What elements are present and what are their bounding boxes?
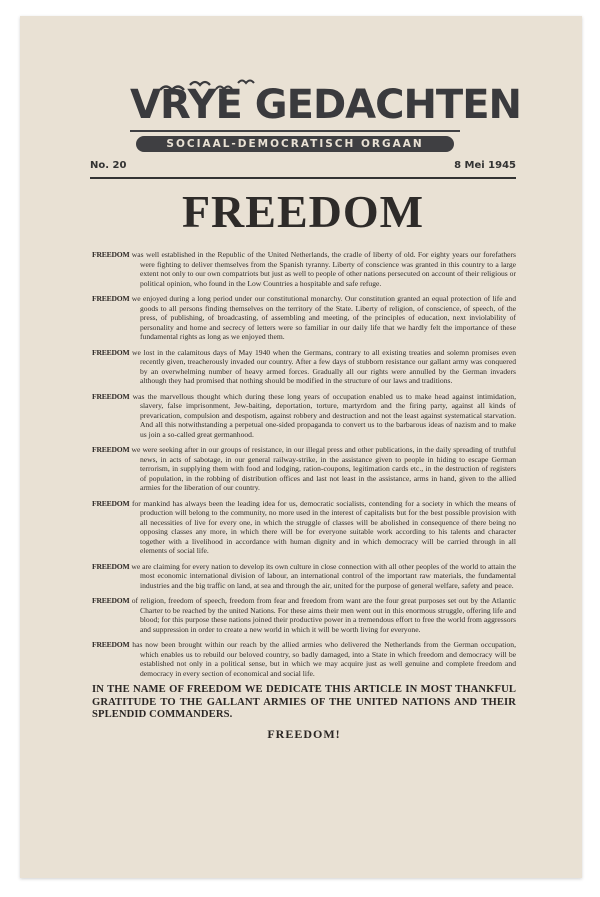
issue-row [90,160,516,176]
paragraph-lead: FREEDOM [92,640,130,649]
paragraph-lead: FREEDOM [92,347,130,357]
paragraph-text: was the marvellous thought which during these long years of occupation enabled us to make head against intimidation, slavery, false imprisonment, Jew-baiting, deportation, torture, martyrdom and the firing party, against all kinds of prevarication, compulsion and despotism, against robbery and destruction and not the least against systematical starvation. And all this notwithstanding a perpetual one-sided propaganda to convert us to the barbarous ideas of nazism and to make us join a so-called great germanhood. [129,391,516,439]
paragraph-lead: FREEDOM [92,498,130,508]
paragraph [92,640,516,678]
paragraph [92,562,516,591]
masthead-underline [130,130,460,132]
closing-line: FREEDOM! [267,726,341,741]
paragraph [92,250,516,288]
paragraph-text: was well established in the Republic of the United Netherlands, the cradle of liberty of old. For eighty years our forefathers were fighting to deliver themselves from the Spanish tyranny. Liberty of conscience was granted in this country to a large extent not only to our own compatriots but just as well to people of other nations persecuted on account of their religious or political opinion, who found in the Low Countries a hospitable and safe refuge. [129,250,516,288]
paragraph-text: for mankind has always been the leading idea for us, democratic socialists, contending for a society in which the means of production will belong to the community, no more used in the interest of capitalists but for the best possible provision with all necessities of live for every one, in which the struggle of classes will be abolished in consequence of there being no opposing classes any more, in which there will be for everyone suitable work according to his talents and character together with a livelihood in accordance with human dignity and in which democracy will be carried through in all elements of social life. [129,498,516,555]
paragraph-text: of religion, freedom of speech, freedom from fear and freedom from want are the four great purposes set out by the Atlantic Charter to be reached by the united Nations. For these aims their men went out in this enormous struggle, offering life and blood; for this purpose these nations joined their productive power in a tremendous effort to free the world from aggressors and suppression in order to create a new world in which it will be worth living for everyone. [129,596,516,634]
newspaper-sheet [20,16,582,878]
paragraph [92,392,516,440]
paragraph-lead: FREEDOM [92,596,130,605]
paragraph-lead: FREEDOM [92,561,130,571]
paragraph-text: we were seeking after in our groups of resistance, in our illegal press and other publications, in the daily spreading of truthful news, in acts of sabotage, in our general railway-strike, in the assistance given to people in hiding to escape German terrorism, in supplying them with food and lodging, ration-coupons, legitimation cards etc., in the destruction of registers of population, in the robbing of distribution offices and last not least in the assistance, arms in hand, given to the allied armies for the liberation of our country. [129,445,516,492]
paragraph-text: has now been brought within our reach by the allied armies who delivered the Netherlands from the German occupation, which enables us to rebuild our beloved country, so badly damaged, into a State in which freedom and democracy will be established not only in a political sense, but in which we may acquire just as well genuine and complete freedom and democracy in every section of economical and social life. [129,640,516,678]
paragraph-lead: FREEDOM [92,445,130,454]
paragraph-text: we lost in the calamitous days of May 1940 when the Germans, contrary to all existing treaties and solemn promises even recently given, treacherously invaded our country. After a few days of stubborn resistance our gallant army was conquered by an overwhelming number of heavy armed forces. Gradually all our rights were annulled by the German invaders although they had promised that nothing should be modified in the structure of our laws and traditions. [129,347,516,385]
paragraph-lead: FREEDOM [92,294,130,303]
issue-number: No. 20 [90,160,127,171]
paragraph [92,348,516,386]
article-body [92,250,516,742]
dedication: IN THE NAME OF FREEDOM WE DEDICATE THIS ARTICLE IN MOST THANKFUL GRATITUDE TO THE GALLANT ARMIES OF THE UNITED NATIONS AND THEIR SPLENDID COMMANDERS. [92,684,516,720]
page-title: FREEDOM [181,186,425,237]
paragraph [92,596,516,634]
header-rule [90,177,516,179]
issue-date: 8 Mei 1945 [454,160,516,171]
paragraph-text: we are claiming for every nation to develop its own culture in close connection with all other peoples of the world to attain the most economic international division of labour, an international control of the important raw materials, the fundamental industries and the big traffic on land, at sea and through the air, united for the purpose of general welfare, safety and peace. [129,561,516,590]
masthead-title: VRYE GEDACHTEN [130,82,522,128]
paragraph [92,445,516,493]
paragraph-lead: FREEDOM [92,391,130,401]
masthead-subtitle: SOCIAAL-DEMOCRATISCH ORGAAN [136,136,454,152]
paragraph-text: we enjoyed during a long period under our constitutional monarchy. Our constitution granted an equal protection of life and goods to all persons finding themselves on the territory of the State. Liberty of religion, of conscience, of speech, of the press, of publishing, of broadcasting, of assembling and meeting, of the principles of education, next inviolability of personality and home and secrecy of letters were so familiar in our daily life that we hardly felt the importance of these fundamental rights as long as we enjoyed them. [129,294,516,341]
paragraph [92,294,516,342]
paragraph-lead: FREEDOM [92,250,130,259]
masthead [130,74,522,164]
paragraph [92,499,516,556]
